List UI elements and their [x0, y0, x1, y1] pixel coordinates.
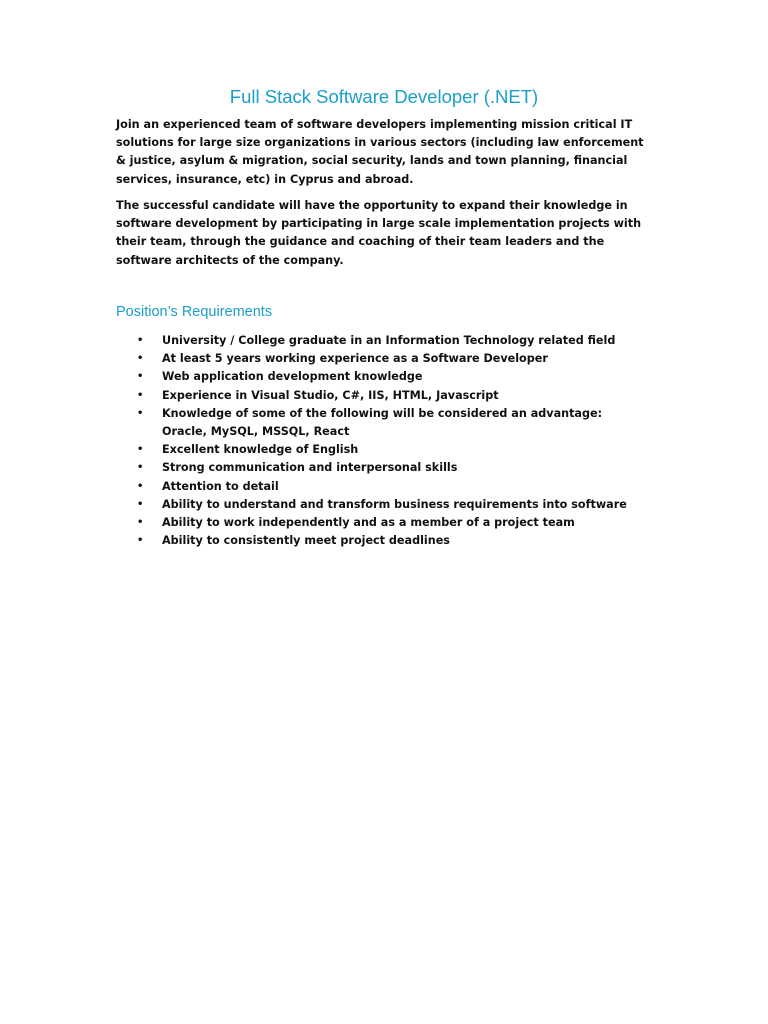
requirements-heading: Position’s Requirements	[116, 304, 273, 320]
requirement-item	[135, 532, 645, 550]
requirement-item	[135, 496, 645, 514]
requirement-text: Attention to detail	[162, 479, 279, 493]
requirement-text: Ability to work independently and as a member of a project team	[162, 516, 575, 530]
bullet-icon: •	[137, 389, 144, 401]
bullet-icon: •	[137, 480, 144, 492]
bullet-icon: •	[137, 353, 144, 365]
bullet-icon: •	[137, 535, 144, 547]
requirement-item	[135, 514, 645, 532]
bullet-icon: •	[137, 498, 144, 510]
requirement-item	[135, 405, 645, 441]
bullet-icon: •	[137, 335, 144, 346]
requirement-item	[135, 459, 645, 477]
requirement-item	[135, 478, 645, 496]
bullet-icon: •	[137, 444, 144, 456]
requirement-text: Ability to understand and transform business requirements into software	[162, 497, 627, 511]
intro-paragraph: Join an experienced team of software developers implementing mission critical IT solutions for large size organizations in various sectors (including law enforcement & justice, asylum & migration, social security, lands and town planning, financial services, insurance, etc) in Cyprus and abroad.	[116, 118, 644, 186]
requirement-text: Ability to consistently meet project deadlines	[162, 534, 450, 548]
bullet-icon: •	[137, 517, 144, 529]
requirement-item	[135, 350, 645, 368]
opportunity-paragraph: The successful candidate will have the opportunity to expand their knowledge in software development by participating in large scale implementation projects with their team, through the guidance and coaching of their team leaders and the software architects of the company.	[116, 199, 642, 267]
requirement-text: Web application development knowledge	[162, 370, 423, 384]
requirement-text: Excellent knowledge of English	[162, 443, 359, 457]
requirement-text: At least 5 years working experience as a Software Developer	[162, 352, 548, 366]
requirement-item	[135, 332, 645, 350]
requirement-text: Strong communication and interpersonal skills	[162, 461, 458, 475]
requirement-text: Experience in Visual Studio, C#, IIS, HTML, Javascript	[162, 388, 499, 402]
requirement-item	[135, 387, 645, 405]
bullet-icon: •	[137, 407, 144, 419]
bullet-icon: •	[137, 462, 144, 474]
requirement-item	[135, 368, 645, 386]
requirement-text: Knowledge of some of the following will be considered an advantage: Oracle, MySQL, MSSQL, React	[162, 406, 603, 439]
requirement-item	[135, 441, 645, 459]
requirements-list	[135, 332, 645, 550]
bullet-icon: •	[137, 371, 144, 383]
page-title: Full Stack Software Developer (.NET)	[229, 86, 539, 107]
requirement-text: University / College graduate in an Information Technology related field	[162, 334, 616, 347]
